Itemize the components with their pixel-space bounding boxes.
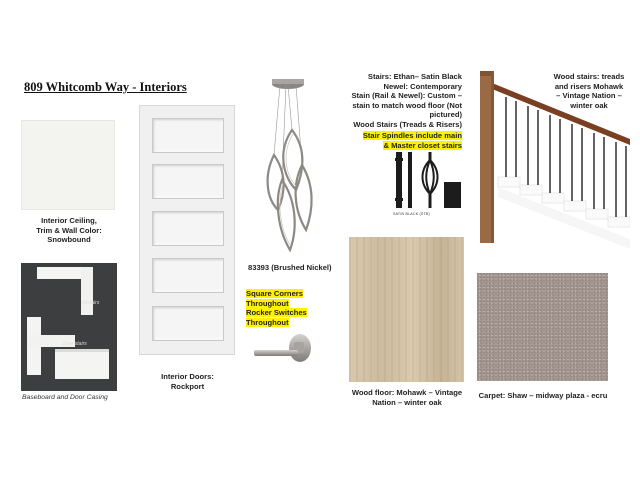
- carpet-sample: [477, 273, 608, 381]
- casing-samples-graphic: [21, 263, 117, 391]
- door-panel: [152, 211, 224, 246]
- stair-spec-line-5: Wood Stairs (Treads & Risers): [353, 119, 462, 129]
- downstairs-label: Downstairs: [62, 341, 87, 347]
- stair-spec-text: [322, 72, 462, 150]
- wood-stairs-line-1: Wood stairs: treads: [553, 72, 625, 81]
- ceiling-color-caption: [14, 216, 124, 245]
- hardware-note-switches: Rocker Switches Throughout: [246, 308, 307, 327]
- stair-highlight-line-2: & Master closet stairs: [383, 140, 462, 150]
- stair-spec-line-1: Stairs: Ethan– Satin Black: [367, 72, 462, 81]
- door-panel: [152, 118, 224, 153]
- snowbound-color-swatch: [21, 120, 115, 210]
- wood-floor-line-2: Nation – winter oak: [372, 397, 442, 407]
- ceiling-caption-line-3: Snowbound: [47, 235, 91, 244]
- wood-floor-sample: [349, 237, 464, 382]
- ceiling-caption-line-1: Interior Ceiling,: [41, 216, 97, 225]
- upstairs-label: Upstairs: [81, 300, 100, 306]
- ceiling-caption-line-2: Trim & Wall Color:: [36, 225, 102, 235]
- baseboard-casing-photo: [21, 263, 117, 391]
- wood-floor-line-1: Wood floor: Mohawk – Vintage: [351, 388, 463, 397]
- doors-caption-line-1: Interior Doors:: [161, 372, 214, 381]
- pendant-light-image: [252, 70, 324, 256]
- door-lever-image: [252, 330, 320, 366]
- hardware-note-corners: Square Corners Throughout: [246, 289, 303, 308]
- door-panel: [152, 306, 224, 341]
- hardware-notes: [246, 289, 346, 327]
- door-panel: [152, 258, 224, 293]
- wood-stairs-caption: [545, 72, 633, 110]
- interior-doors-caption: [140, 372, 235, 391]
- wood-stairs-line-4: winter oak: [570, 100, 608, 110]
- page-title: 809 Whitcomb Way - Interiors: [24, 80, 187, 94]
- pendant-light-caption: 83393 (Brushed Nickel): [248, 263, 332, 272]
- carpet-caption: Carpet: Shaw – midway plaza - ecru: [478, 391, 608, 400]
- stair-spec-line-4: stain to match wood floor (Not pictured): [352, 100, 462, 119]
- wood-stairs-line-2: and risers Mohawk: [554, 81, 624, 91]
- doors-caption-line-2: Rockport: [170, 381, 205, 391]
- satin-black-label: SATIN BLACK (STB): [393, 212, 430, 216]
- wood-floor-caption: [346, 388, 468, 407]
- baseboard-caption: Baseboard and Door Casing: [22, 394, 108, 401]
- stair-highlight-line-1: Stair Spindles include main: [362, 131, 462, 140]
- interior-door-image: [139, 105, 235, 355]
- stair-spec-line-3: Stain (Rail & Newel): Custom –: [351, 91, 462, 100]
- door-panel: [152, 164, 224, 199]
- wood-stairs-line-3: – Vintage Nation –: [556, 91, 622, 100]
- stair-spec-line-2: Newel: Contemporary: [383, 81, 462, 91]
